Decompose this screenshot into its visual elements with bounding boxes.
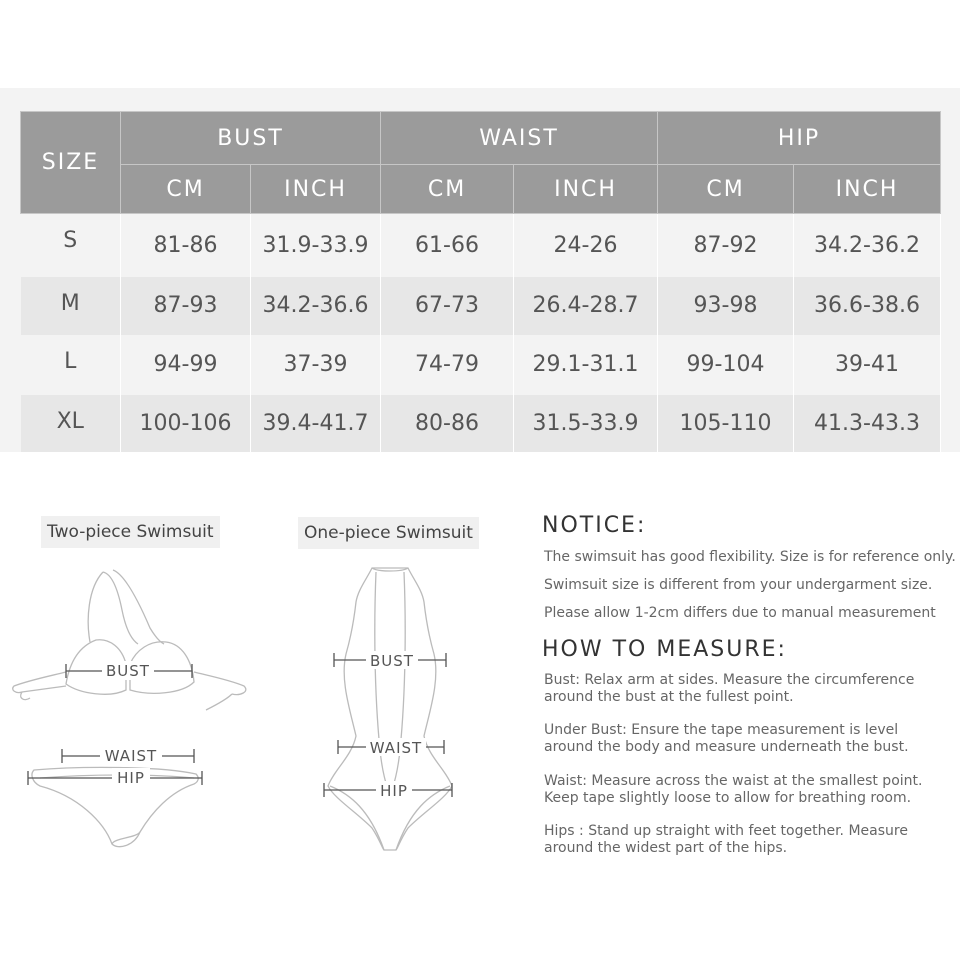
waist-header: WAIST <box>381 112 658 165</box>
two-piece-title: Two-piece Swimsuit <box>41 516 220 548</box>
table-cell: 39-41 <box>794 335 941 395</box>
table-row <box>21 214 941 277</box>
table-cell: 34.2-36.6 <box>251 277 381 335</box>
size-cell: L <box>21 335 121 395</box>
size-cell: XL <box>21 395 121 452</box>
one-piece-bust-label: BUST <box>370 652 414 670</box>
size-chart-table <box>20 111 941 452</box>
unit-header: INCH <box>514 165 658 214</box>
table-cell: 39.4-41.7 <box>251 395 381 452</box>
table-cell: 29.1-31.1 <box>514 335 658 395</box>
table-cell: 100-106 <box>121 395 251 452</box>
hip-header: HIP <box>658 112 941 165</box>
unit-header: CM <box>121 165 251 214</box>
notice-line: Please allow 1-2cm differs due to manual measurement <box>544 605 936 621</box>
measure-instruction: Waist: Measure across the waist at the smallest point. Keep tape slightly loose to allow for breathing room. <box>544 773 923 806</box>
measure-instruction: Under Bust: Ensure the tape measurement is level around the body and measure underneath the bust. <box>544 722 909 755</box>
two-piece-swimsuit-illustration <box>0 560 260 860</box>
table-cell: 34.2-36.2 <box>794 214 941 277</box>
table-cell: 74-79 <box>381 335 514 395</box>
size-cell: S <box>21 214 121 277</box>
notice-line: The swimsuit has good flexibility. Size is for reference only. <box>544 549 956 565</box>
table-cell: 31.9-33.9 <box>251 214 381 277</box>
size-header: SIZE <box>21 112 121 214</box>
unit-header: CM <box>381 165 514 214</box>
two-piece-waist-label: WAIST <box>104 747 158 765</box>
table-cell: 31.5-33.9 <box>514 395 658 452</box>
table-cell: 93-98 <box>658 277 794 335</box>
table-cell: 26.4-28.7 <box>514 277 658 335</box>
table-cell: 67-73 <box>381 277 514 335</box>
table-row <box>21 335 941 395</box>
one-piece-title: One-piece Swimsuit <box>298 517 479 549</box>
table-cell: 99-104 <box>658 335 794 395</box>
table-cell: 36.6-38.6 <box>794 277 941 335</box>
one-piece-hip-label: HIP <box>380 782 408 800</box>
table-cell: 87-93 <box>121 277 251 335</box>
table-cell: 94-99 <box>121 335 251 395</box>
measure-instruction: Bust: Relax arm at sides. Measure the circumference around the bust at the fullest point. <box>544 672 915 705</box>
table-cell: 24-26 <box>514 214 658 277</box>
one-piece-swimsuit-illustration <box>300 560 480 860</box>
table-cell: 105-110 <box>658 395 794 452</box>
table-row <box>21 277 941 335</box>
table-cell: 81-86 <box>121 214 251 277</box>
size-cell: M <box>21 277 121 335</box>
one-piece-waist-label: WAIST <box>369 739 423 757</box>
unit-header: INCH <box>794 165 941 214</box>
table-cell: 41.3-43.3 <box>794 395 941 452</box>
two-piece-bust-label: BUST <box>106 662 150 680</box>
table-row <box>21 395 941 452</box>
bust-header: BUST <box>121 112 381 165</box>
table-cell: 80-86 <box>381 395 514 452</box>
notice-heading: NOTICE: <box>542 513 647 538</box>
table-cell: 87-92 <box>658 214 794 277</box>
unit-header: INCH <box>251 165 381 214</box>
table-cell: 37-39 <box>251 335 381 395</box>
table-cell: 61-66 <box>381 214 514 277</box>
measure-instruction: Hips : Stand up straight with feet together. Measure around the widest part of the hips. <box>544 823 908 856</box>
unit-header: CM <box>658 165 794 214</box>
notice-line: Swimsuit size is different from your undergarment size. <box>544 577 933 593</box>
how-to-measure-heading: HOW TO MEASURE: <box>542 637 787 662</box>
two-piece-hip-label: HIP <box>117 769 145 787</box>
